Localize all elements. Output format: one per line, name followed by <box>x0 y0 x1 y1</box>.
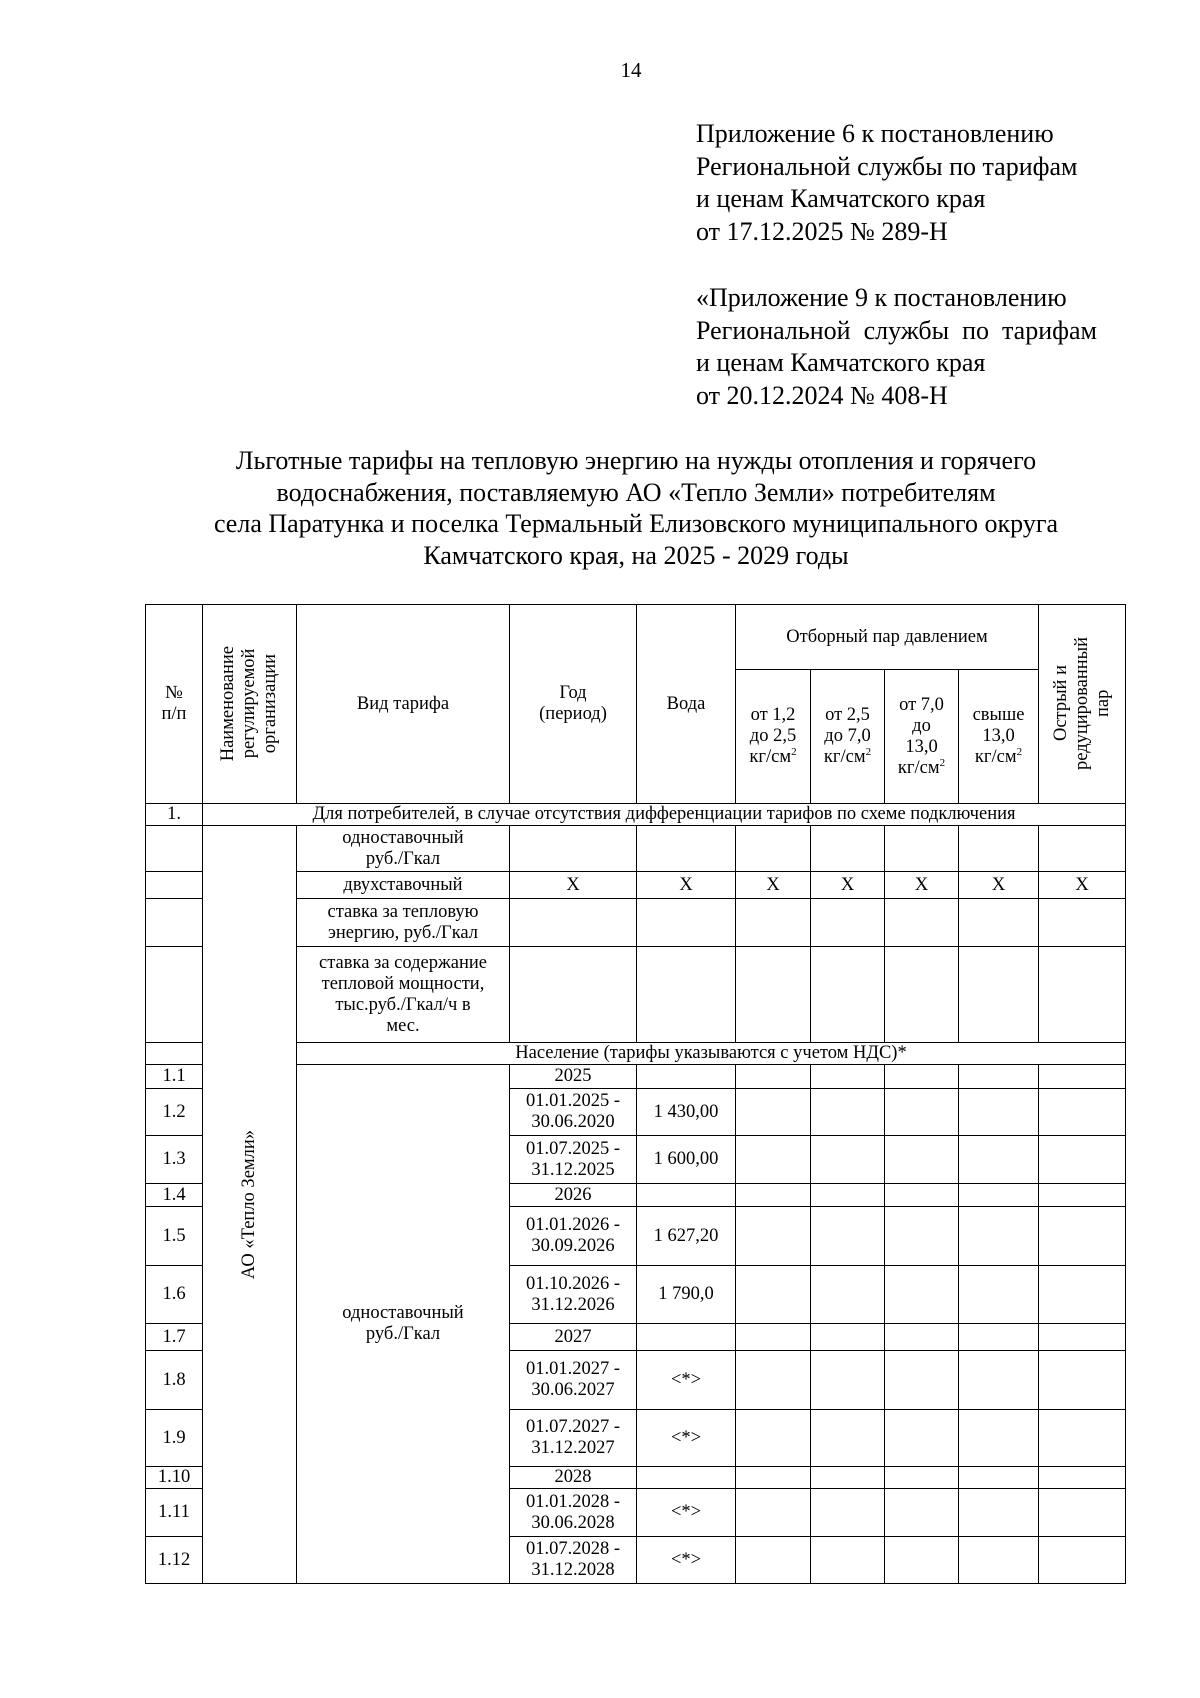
appendix-original-line: «Приложение 9 к постановлению <box>696 283 1067 312</box>
cell <box>959 1489 1039 1537</box>
cell <box>736 1467 811 1489</box>
cell <box>736 899 811 947</box>
row-num <box>146 826 203 872</box>
cell <box>885 826 959 872</box>
page-number: 14 <box>620 58 642 82</box>
cell <box>959 1324 1039 1351</box>
row-num: 1.8 <box>146 1351 203 1410</box>
period: 01.07.2025 - 31.12.2025 <box>510 1136 637 1184</box>
cell <box>959 1467 1039 1489</box>
cell <box>736 1489 811 1537</box>
header-steam-3: от 7,0 до 13,0 $кг/см^2$ <box>885 670 959 804</box>
two-rate-mark: X <box>637 872 736 899</box>
section-label: Для потребителей, в случае отсутствия дифференциации тарифов по схеме подключения <box>203 804 1126 826</box>
cell <box>885 1136 959 1184</box>
period: 01.07.2027 - 31.12.2027 <box>510 1410 637 1467</box>
cell <box>811 1324 885 1351</box>
water-value: 1 627,20 <box>637 1207 736 1266</box>
table-row <box>146 826 1126 872</box>
cell <box>959 1207 1039 1266</box>
cell <box>736 1266 811 1324</box>
two-rate-mark: X <box>811 872 885 899</box>
cell <box>811 1489 885 1537</box>
section-row <box>146 804 1126 826</box>
cell <box>510 826 637 872</box>
cell <box>736 1184 811 1207</box>
period: 2026 <box>510 1184 637 1207</box>
title-line: села Паратунка и поселка Термальный Елизовского муниципального округа <box>213 509 1059 538</box>
period: 01.10.2026 - 31.12.2026 <box>510 1266 637 1324</box>
header-num: № п/п <box>146 605 203 804</box>
header-steam-4: свыше 13,0 $кг/см^2$ <box>959 670 1039 804</box>
cell <box>1039 1089 1126 1136</box>
section-num: 1. <box>146 804 203 826</box>
period: 01.01.2025 - 30.06.2020 <box>510 1089 637 1136</box>
water-value: 1 600,00 <box>637 1136 736 1184</box>
cell <box>736 1410 811 1467</box>
tariff-type: ставка за тепловую энергию, руб./Гкал <box>297 899 510 947</box>
period: 01.07.2028 - 31.12.2028 <box>510 1537 637 1584</box>
title-line: Льготные тарифы на тепловую энергию на нужды отопления и горячего <box>235 446 1037 475</box>
cell <box>811 899 885 947</box>
row-num: 1.7 <box>146 1324 203 1351</box>
cell <box>959 947 1039 1043</box>
row-num <box>146 899 203 947</box>
cell <box>637 947 736 1043</box>
cell <box>959 1184 1039 1207</box>
cell <box>1039 1489 1126 1537</box>
title-line: Камчатского края, на 2025 - 2029 годы <box>423 540 849 570</box>
cell <box>1039 899 1126 947</box>
org-name: АО «Тепло Земли» <box>203 826 297 1584</box>
appendix-original-line: Региональной службы по тарифам <box>696 315 1097 345</box>
header-tariff-type: Вид тарифа <box>297 605 510 804</box>
cell <box>1039 1537 1126 1584</box>
title-line: водоснабжения, поставляемую АО «Тепло Земли» потребителям <box>276 477 996 507</box>
row-num: 1.3 <box>146 1136 203 1184</box>
cell <box>637 899 736 947</box>
cell <box>736 1351 811 1410</box>
cell <box>736 1537 811 1584</box>
cell <box>959 1537 1039 1584</box>
cell <box>811 1351 885 1410</box>
row-num <box>146 1043 203 1065</box>
cell <box>811 1089 885 1136</box>
row-num: 1.10 <box>146 1467 203 1489</box>
cell <box>811 1537 885 1584</box>
period: 2027 <box>510 1324 637 1351</box>
cell <box>811 1410 885 1467</box>
appendix-header-line: Приложение 6 к постановлению <box>696 119 1054 148</box>
row-num: 1.4 <box>146 1184 203 1207</box>
two-rate-mark: X <box>510 872 637 899</box>
cell <box>736 1136 811 1184</box>
row-num: 1.11 <box>146 1489 203 1537</box>
cell <box>1039 1410 1126 1467</box>
water-value: 1 790,0 <box>637 1266 736 1324</box>
document-title <box>140 445 1132 571</box>
cell <box>736 826 811 872</box>
water-value: <*> <box>637 1351 736 1410</box>
header-steam-2: от 2,5 до 7,0 $кг/см^2$ <box>811 670 885 804</box>
water-value: <*> <box>637 1489 736 1537</box>
population-label: Население (тарифы указываются с учетом НДС)* <box>297 1043 1126 1065</box>
cell <box>885 1467 959 1489</box>
cell <box>885 1537 959 1584</box>
row-num <box>146 872 203 899</box>
header-org: Наименование регулируемой организации <box>203 605 297 804</box>
cell <box>510 947 637 1043</box>
cell <box>885 1489 959 1537</box>
cell <box>736 1065 811 1089</box>
cell <box>885 1065 959 1089</box>
header-steam-1: от 1,2 до 2,5 $кг/см^2$ <box>736 670 811 804</box>
cell <box>959 826 1039 872</box>
water-value <box>637 1324 736 1351</box>
period: 2028 <box>510 1467 637 1489</box>
cell <box>885 1324 959 1351</box>
header-year: Год (период) <box>510 605 637 804</box>
appendix-header-line: от 17.12.2025 № 289-Н <box>696 216 948 246</box>
period: 01.01.2027 - 30.06.2027 <box>510 1351 637 1410</box>
cell <box>1039 826 1126 872</box>
period: 01.01.2028 - 30.06.2028 <box>510 1489 637 1537</box>
cell <box>885 1207 959 1266</box>
cell <box>1039 1324 1126 1351</box>
water-value: <*> <box>637 1537 736 1584</box>
tariff-type: ставка за содержание тепловой мощности, тыс.руб./Гкал/ч в мес. <box>297 947 510 1043</box>
cell <box>885 1089 959 1136</box>
cell <box>811 1184 885 1207</box>
cell <box>811 1065 885 1089</box>
water-value <box>637 1467 736 1489</box>
cell <box>736 1089 811 1136</box>
cell <box>885 1410 959 1467</box>
cell <box>885 1266 959 1324</box>
cell <box>1039 1266 1126 1324</box>
cell <box>1039 1467 1126 1489</box>
two-rate-mark: X <box>736 872 811 899</box>
row-num: 1.2 <box>146 1089 203 1136</box>
header-water: Вода <box>637 605 736 804</box>
row-num: 1.12 <box>146 1537 203 1584</box>
two-rate-mark: X <box>885 872 959 899</box>
cell <box>1039 1207 1126 1266</box>
tariff-type: одноставочный руб./Гкал <box>297 826 510 872</box>
appendix-original-line: и ценам Камчатского края <box>696 348 986 377</box>
row-num: 1.5 <box>146 1207 203 1266</box>
cell <box>811 1467 885 1489</box>
appendix-original <box>696 282 1097 412</box>
period: 2025 <box>510 1065 637 1089</box>
cell <box>959 899 1039 947</box>
tariff-table <box>145 604 1126 1584</box>
water-value: 1 430,00 <box>637 1089 736 1136</box>
cell <box>1039 1351 1126 1410</box>
header-sharp-steam: Острый и редуцированный пар <box>1039 605 1126 804</box>
cell <box>736 1324 811 1351</box>
cell <box>811 826 885 872</box>
cell <box>959 1065 1039 1089</box>
cell <box>959 1410 1039 1467</box>
row-num: 1.1 <box>146 1065 203 1089</box>
cell <box>510 899 637 947</box>
appendix-header-line: и ценам Камчатского края <box>696 184 986 213</box>
appendix-header-line: Региональной службы по тарифам <box>696 151 1078 181</box>
water-value <box>637 1184 736 1207</box>
appendix-original-line: от 20.12.2024 № 408-Н <box>696 380 948 410</box>
cell <box>959 1266 1039 1324</box>
cell <box>885 1351 959 1410</box>
tariff-type: двухставочный <box>297 872 510 899</box>
cell <box>1039 1065 1126 1089</box>
cell <box>1039 1184 1126 1207</box>
cell <box>811 947 885 1043</box>
cell <box>885 899 959 947</box>
cell <box>959 1136 1039 1184</box>
two-rate-mark: X <box>1039 872 1126 899</box>
cell <box>637 826 736 872</box>
header-row <box>146 605 1126 670</box>
row-num: 1.9 <box>146 1410 203 1467</box>
cell <box>1039 1136 1126 1184</box>
row-num: 1.6 <box>146 1266 203 1324</box>
cell <box>885 947 959 1043</box>
population-tariff-type: одноставочный руб./Гкал <box>297 1065 510 1584</box>
cell <box>736 947 811 1043</box>
cell <box>959 1089 1039 1136</box>
appendix-header <box>696 118 1077 248</box>
cell <box>811 1266 885 1324</box>
cell <box>959 1351 1039 1410</box>
water-value <box>637 1065 736 1089</box>
water-value: <*> <box>637 1410 736 1467</box>
row-num <box>146 947 203 1043</box>
cell <box>736 1207 811 1266</box>
cell <box>811 1136 885 1184</box>
header-steam-group: Отборный пар давлением <box>736 605 1039 670</box>
period: 01.01.2026 - 30.09.2026 <box>510 1207 637 1266</box>
cell <box>1039 947 1126 1043</box>
two-rate-mark: X <box>959 872 1039 899</box>
cell <box>885 1184 959 1207</box>
cell <box>811 1207 885 1266</box>
